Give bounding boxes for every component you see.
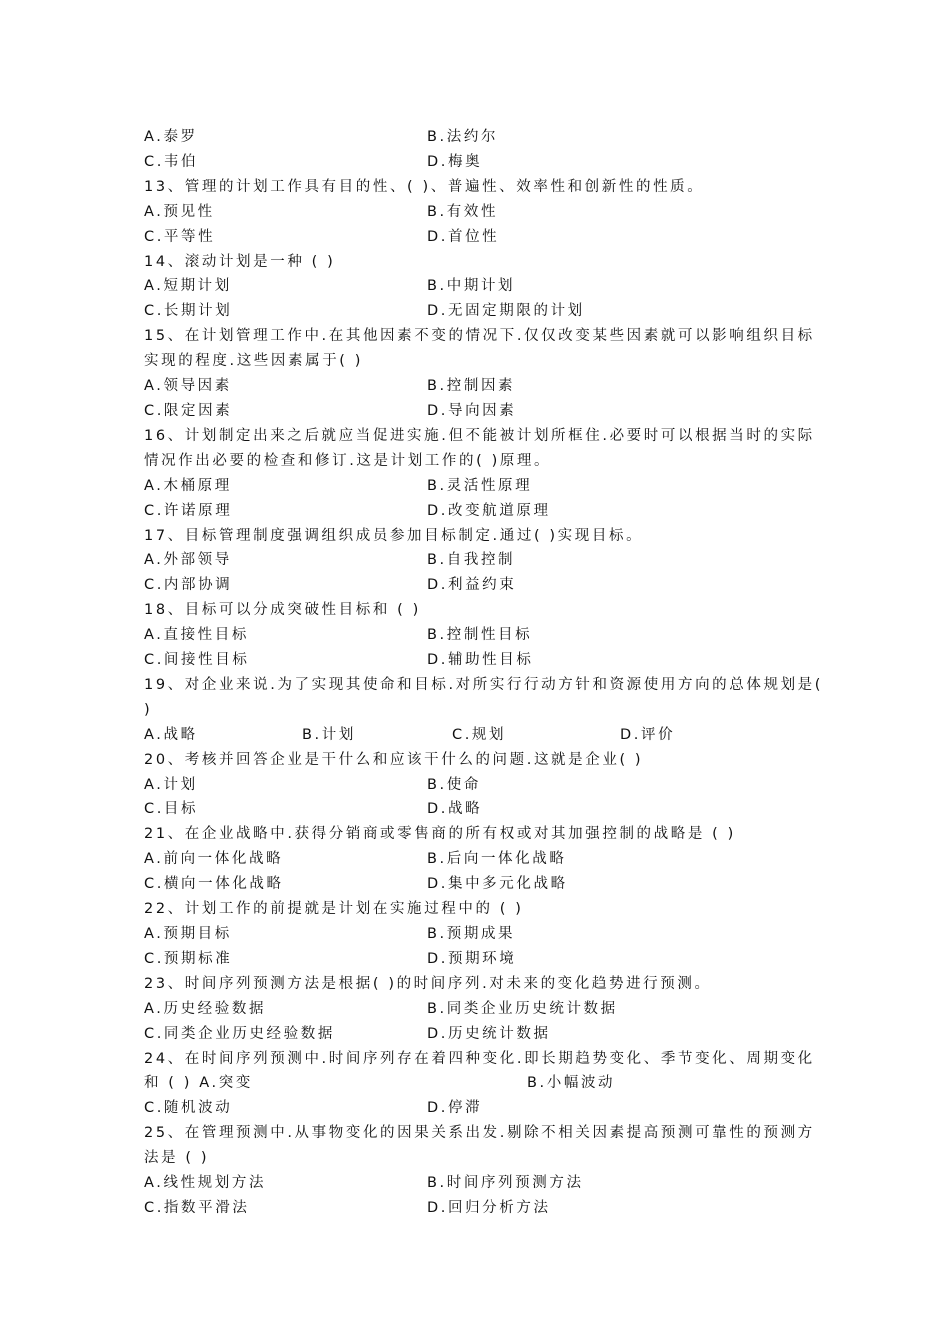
option-b: B.使命: [427, 776, 481, 793]
option-row: [144, 997, 814, 1022]
option-b: B.小幅波动: [527, 1075, 616, 1092]
option-c: C.长期计划: [144, 303, 233, 320]
question-14: 14、滚动计划是一种 ( ): [144, 253, 336, 270]
option-c: C.同类企业历史经验数据: [144, 1025, 335, 1042]
option-c: C.许诺原理: [144, 502, 233, 519]
option-a: A.线性规划方法: [144, 1175, 267, 1192]
option-b: B.预期成果: [427, 926, 516, 942]
option-b: B.自我控制: [427, 552, 516, 569]
option-b: B.有效性: [427, 203, 499, 220]
option-row: [144, 274, 814, 299]
option-c: C.限定因素: [144, 402, 233, 419]
question-24-tail-option-a: 和 ( ) A.突变: [144, 1075, 253, 1092]
option-a: A.预期目标: [144, 926, 232, 942]
option-row: [144, 1022, 814, 1047]
question-22: 22、计划工作的前提就是计划在实施过程中的 ( ): [144, 901, 524, 918]
option-row: [144, 623, 814, 648]
option-d: D.停滞: [427, 1100, 483, 1117]
option-d: D.预期环境: [427, 950, 517, 967]
question-24-cont: [144, 1071, 814, 1096]
option-row: [144, 872, 814, 897]
option-row: [144, 150, 814, 175]
option-a: A.历史经验数据: [144, 1000, 267, 1017]
option-a: A.木桶原理: [144, 477, 232, 494]
option-d: D.利益约束: [427, 577, 517, 594]
option-a: A.泰罗: [144, 129, 198, 145]
option-b: B.后向一体化战略: [427, 851, 567, 868]
option-a: A.短期计划: [144, 278, 232, 295]
option-d: D.战略: [427, 801, 483, 818]
option-c: C.内部协调: [144, 577, 233, 594]
option-c: C.间接性目标: [144, 652, 250, 669]
option-a: A.领导因素: [144, 378, 232, 395]
option-row: [144, 225, 814, 250]
question-15: 15、在计划管理工作中.在其他因素不变的情况下.仅仅改变某些因素就可以影响组织目标: [144, 328, 815, 345]
option-b: B.控制因素: [427, 378, 516, 395]
option-row: [144, 548, 814, 573]
option-row: [144, 573, 814, 598]
question-19: 19、对企业来说.为了实现其使命和目标.对所实行行动方针和资源使用方向的总体规划是(: [144, 676, 824, 693]
option-b: B.同类企业历史统计数据: [427, 1000, 618, 1017]
option-row: [144, 474, 814, 499]
option-row: [144, 200, 814, 225]
option-d: D.集中多元化战略: [427, 876, 568, 893]
question-17: 17、目标管理制度强调组织成员参加目标制定.通过( )实现目标。: [144, 527, 644, 544]
option-row: [144, 499, 814, 524]
option-c: C.韦伯: [144, 153, 199, 170]
option-d: D.导向因素: [427, 402, 517, 419]
option-a: A.计划: [144, 776, 198, 793]
question-23: 23、时间序列预测方法是根据( )的时间序列.对未来的变化趋势进行预测。: [144, 975, 712, 992]
option-b: B.时间序列预测方法: [427, 1175, 584, 1192]
option-c: C.预期标准: [144, 950, 233, 967]
option-row: [144, 1171, 814, 1196]
option-row: [144, 922, 814, 947]
option-c: C.横向一体化战略: [144, 876, 284, 893]
question-25-cont: 法是 ( ): [144, 1150, 210, 1167]
question-20: 20、考核并回答企业是干什么和应该干什么的问题.这就是企业( ): [144, 751, 644, 768]
option-b: B.法约尔: [427, 129, 499, 145]
question-13: 13、管理的计划工作具有目的性、( )、普遍性、效率性和创新性的性质。: [144, 178, 705, 195]
option-d: D.改变航道原理: [427, 502, 551, 519]
question-15-cont: 实现的程度.这些因素属于( ): [144, 353, 364, 370]
option-row: [144, 947, 814, 972]
option-a: A.预见性: [144, 203, 215, 220]
option-d: D.历史统计数据: [427, 1025, 551, 1042]
option-a: A.战略: [144, 726, 198, 743]
option-d: D.评价: [620, 726, 676, 743]
option-row: [144, 797, 814, 822]
option-b: B.计划: [302, 726, 356, 743]
option-b: B.灵活性原理: [427, 477, 533, 494]
option-a: A.外部领导: [144, 552, 232, 569]
option-c: C.随机波动: [144, 1100, 233, 1117]
option-row-4: [144, 723, 814, 748]
option-c: C.平等性: [144, 228, 216, 245]
option-row: [144, 773, 814, 798]
option-b: B.中期计划: [427, 278, 516, 295]
option-d: D.梅奥: [427, 153, 483, 170]
option-row: [144, 299, 814, 324]
question-25: 25、在管理预测中.从事物变化的因果关系出发.剔除不相关因素提高预测可靠性的预测方: [144, 1125, 815, 1142]
option-d: D.无固定期限的计划: [427, 303, 585, 320]
option-c: C.指数平滑法: [144, 1199, 250, 1216]
option-d: D.辅助性目标: [427, 652, 534, 669]
question-21: 21、在企业战略中.获得分销商或零售商的所有权或对其加强控制的战略是 ( ): [144, 826, 736, 843]
question-16-cont: 情况作出必要的检查和修订.这是计划工作的( )原理。: [144, 452, 552, 469]
question-16: 16、计划制定出来之后就应当促进实施.但不能被计划所框住.必要时可以根据当时的实际: [144, 427, 815, 444]
question-19-cont: ): [144, 701, 153, 718]
option-b: B.控制性目标: [427, 627, 533, 644]
question-18: 18、目标可以分成突破性目标和 ( ): [144, 602, 421, 619]
option-row: [144, 847, 814, 872]
question-24: 24、在时间序列预测中.时间序列存在着四种变化.即长期趋势变化、季节变化、周期变化: [144, 1050, 815, 1067]
option-a: A.直接性目标: [144, 627, 249, 644]
option-c: C.目标: [144, 801, 199, 818]
exam-page: [144, 125, 824, 1221]
option-row: [144, 1196, 814, 1221]
option-row: [144, 374, 814, 399]
option-d: D.回归分析方法: [427, 1199, 551, 1216]
option-row: [144, 1096, 814, 1121]
option-d: D.首位性: [427, 228, 500, 245]
option-row: [144, 648, 814, 673]
option-row: [144, 399, 814, 424]
option-c: C.规划: [452, 726, 507, 743]
option-row: [144, 125, 814, 150]
option-a: A.前向一体化战略: [144, 851, 284, 868]
